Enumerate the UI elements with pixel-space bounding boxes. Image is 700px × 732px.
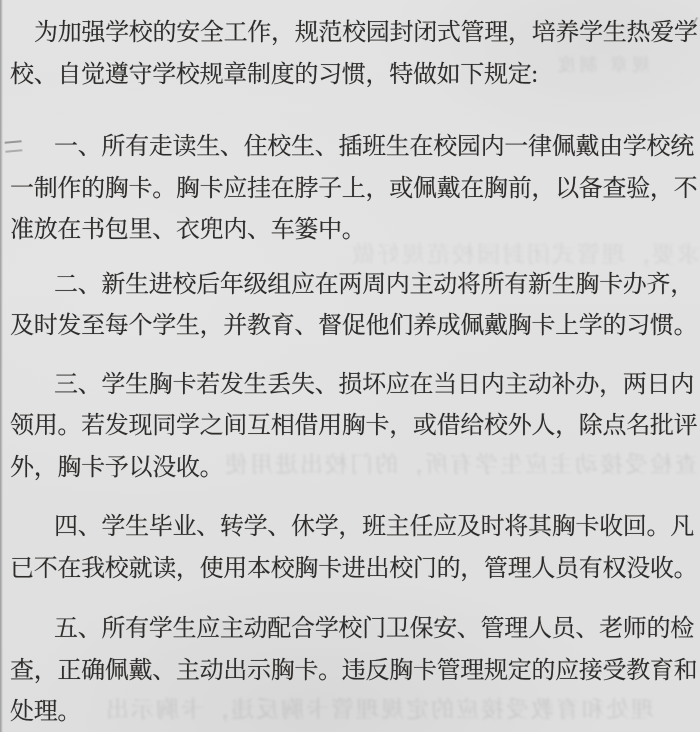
text-line: 为加强学校的安全工作，规范校园封闭式管理，培养学生热爱学 [34, 20, 698, 46]
text-line: 及时发至每个学生，并教育、督促他们养成佩戴胸卡上学的习惯。 [10, 313, 698, 339]
rule-paragraph-2 [10, 265, 696, 348]
bleed-through-text: 理处和育教受接应的定规理管卡胸反违，卡胸示出 [104, 697, 654, 722]
intro-paragraph [10, 13, 696, 96]
text-line: 已不在我校就读，使用本校胸卡进出校门的，管理人员有权没收。 [10, 555, 698, 582]
text-line: 一制作的胸卡。胸卡应挂在脖子上，或佩戴在胸前，以备查验，不 [10, 175, 698, 202]
bleed-through-text: 求要，理管式闭封园校范规好做 [350, 242, 700, 267]
bleed-through-text: 规章 制度 [553, 55, 650, 75]
rule-paragraph-3 [10, 365, 696, 490]
text-line: 二、新生进校后年级组应在两周内主动将所有新生胸卡办齐， [54, 271, 694, 298]
document-body [10, 13, 696, 732]
text-line: 外，胸卡予以没收。 [10, 454, 224, 481]
scan-edge-shadow-left [0, 0, 3, 732]
rule-paragraph-1 [10, 127, 696, 252]
text-line: 校、自觉遵守学校规章制度的习惯，特做如下规定: [10, 61, 538, 88]
rule-paragraph-4 [10, 507, 696, 590]
text-line: 查，正确佩戴、主动出示胸卡。违反胸卡管理规定的应接受教育和 [10, 657, 698, 684]
text-line: 四、学生毕业、转学、休学，班主任应及时将其胸卡收回。凡 [54, 514, 694, 540]
text-line: 处理。 [10, 699, 82, 725]
rule-paragraph-5 [10, 609, 696, 732]
text-line: 准放在书包里、衣兜内、车篓中。 [10, 217, 366, 243]
text-line: 五、所有学生应主动配合学校门卫保安、管理人员、老师的检 [54, 616, 694, 642]
bleed-through-text: 查检受接动主应生学有所，的门校出进用使 [223, 452, 698, 477]
text-line: 一、所有走读生、住校生、插班生在校园内一律佩戴由学校统 [54, 134, 694, 160]
text-line: 领用。若发现同学之间互相借用胸卡，或借给校外人，除点名批评 [10, 413, 698, 439]
text-line: 三、学生胸卡若发生丢失、损坏应在当日内主动补办，两日内 [54, 371, 694, 398]
